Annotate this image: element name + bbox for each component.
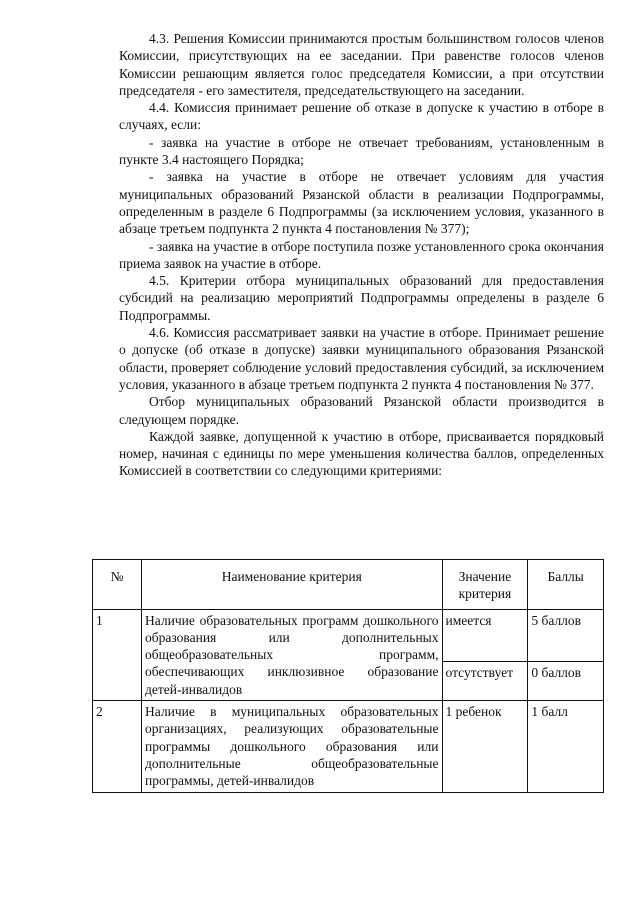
criterion-value: отсутствует bbox=[442, 661, 528, 700]
header-criterion-name: Наименование критерия bbox=[142, 560, 442, 610]
criterion-points: 1 балл bbox=[528, 701, 604, 792]
row-number: 1 bbox=[93, 609, 142, 700]
list-item-refusal-1: - заявка на участие в отборе не отвечает требованиям, установленным в пункте 3.4 настоящего Порядка; bbox=[119, 134, 604, 168]
criterion-name: Наличие образовательных программ дошкольного образования или дополнительных общеобразовательных программ, обеспечивающих инклюзивное образование детей-инвалидов bbox=[142, 609, 442, 700]
header-criterion-value: Значение критерия bbox=[442, 560, 528, 610]
criterion-value: имеется bbox=[442, 609, 528, 661]
table-header-row bbox=[93, 560, 604, 610]
criteria-table bbox=[92, 559, 604, 793]
table-row bbox=[93, 701, 604, 792]
row-number: 2 bbox=[93, 701, 142, 792]
list-item-refusal-2: - заявка на участие в отборе не отвечает условиям для участия муниципальных образований Рязанской области в реализации Подпрограммы, определенным в разделе 6 Подпрограммы (за исключением условия, указанного в абзаце третьем подпункта 2 пункта 4 постановления № 377); bbox=[119, 169, 604, 237]
header-points: Баллы bbox=[528, 560, 604, 610]
list-item-refusal-3: - заявка на участие в отборе поступила позже установленного срока окончания приема заявок на участие в отборе. bbox=[119, 238, 604, 271]
paragraph-4-4: 4.4. Комиссия принимает решение об отказе в допуске к участию в отборе в случаях, если: bbox=[119, 100, 604, 133]
criterion-points: 5 баллов bbox=[528, 609, 604, 661]
paragraph-4-6: 4.6. Комиссия рассматривает заявки на участие в отборе. Принимает решение о допуске (об отказе в допуске) заявки муниципального образования Рязанской области, проверяет соблюдение условий предоставления субсидий, за исключением условия, указанного в абзаце третьем подпункта 2 пункта 4 постановления № 377. bbox=[119, 325, 604, 392]
paragraph-4-5: 4.5. Критерии отбора муниципальных образований для предоставления субсидий на реализацию мероприятий Подпрограммы определены в разделе 6 Подпрограммы. bbox=[119, 273, 604, 323]
paragraph-selection-order: Отбор муниципальных образований Рязанской области производится в следующем порядке. bbox=[119, 394, 604, 427]
criterion-value: 1 ребенок bbox=[442, 701, 528, 792]
header-number: № bbox=[93, 560, 142, 610]
criterion-points: 0 баллов bbox=[528, 661, 604, 700]
paragraph-ranking: Каждой заявке, допущенной к участию в отборе, присваивается порядковый номер, начиная с единицы по мере уменьшения количества баллов, определенных Комиссией в соответствии со следующими критериями: bbox=[119, 428, 604, 479]
criterion-name: Наличие в муниципальных образовательных организациях, реализующих образовательные программы дошкольного образования или дополнительные общеобразовательные программы, детей-инвалидов bbox=[142, 701, 442, 792]
table-row bbox=[93, 609, 604, 661]
paragraph-4-3: 4.3. Решения Комиссии принимаются простым большинством голосов членов Комиссии, присутствующих на ее заседании. При равенстве голосов членов Комиссии решающим является голос председателя Комиссии, а при отсутствии председателя - его заместителя, председательствующего на заседании. bbox=[119, 31, 604, 98]
